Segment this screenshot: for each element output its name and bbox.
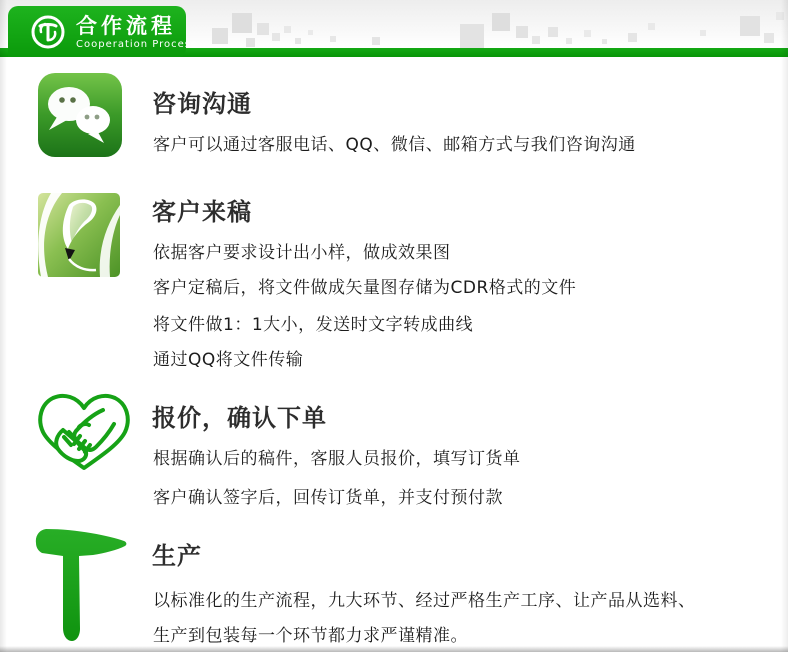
step-line: 客户可以通过客服电话、QQ、微信、邮箱方式与我们咨询沟通 — [153, 135, 636, 155]
step-title-quote: 报价，确认下单 — [152, 404, 327, 432]
handshake-icon — [33, 388, 135, 488]
step-line: 将文件做1：1大小，发送时文字转成曲线 — [153, 315, 474, 335]
page-title: 合作流程 — [76, 13, 176, 38]
page-shadow-bottom — [0, 646, 788, 652]
coreldraw-icon — [38, 193, 120, 281]
section-header-tab — [8, 6, 198, 57]
step-line: 生产到包装每一个环节都力求严谨精准。 — [153, 626, 468, 646]
hammer-icon — [33, 526, 128, 649]
step-line: 根据确认后的稿件，客服人员报价，填写订货单 — [153, 449, 521, 469]
page-subtitle: Cooperation Process — [76, 38, 198, 50]
step-line: 以标准化的生产流程，九大环节、经过严格生产工序、让产品从选料、 — [153, 591, 696, 611]
step-line: 客户确认签字后，回传订货单，并支付预付款 — [153, 488, 503, 508]
page-shadow-right — [781, 0, 788, 652]
step-title-draft: 客户来稿 — [152, 198, 252, 226]
step-line: 依据客户要求设计出小样，做成效果图 — [153, 243, 451, 263]
step-line: 客户定稿后，将文件做成矢量图存储为CDR格式的文件 — [153, 278, 577, 298]
step-title-production: 生产 — [152, 542, 202, 570]
page-shadow-left — [0, 0, 7, 652]
step-line: 通过QQ将文件传输 — [153, 350, 304, 370]
company-logo-icon — [30, 14, 66, 50]
step-title-consult: 咨询沟通 — [152, 90, 252, 118]
wechat-icon — [38, 73, 122, 161]
